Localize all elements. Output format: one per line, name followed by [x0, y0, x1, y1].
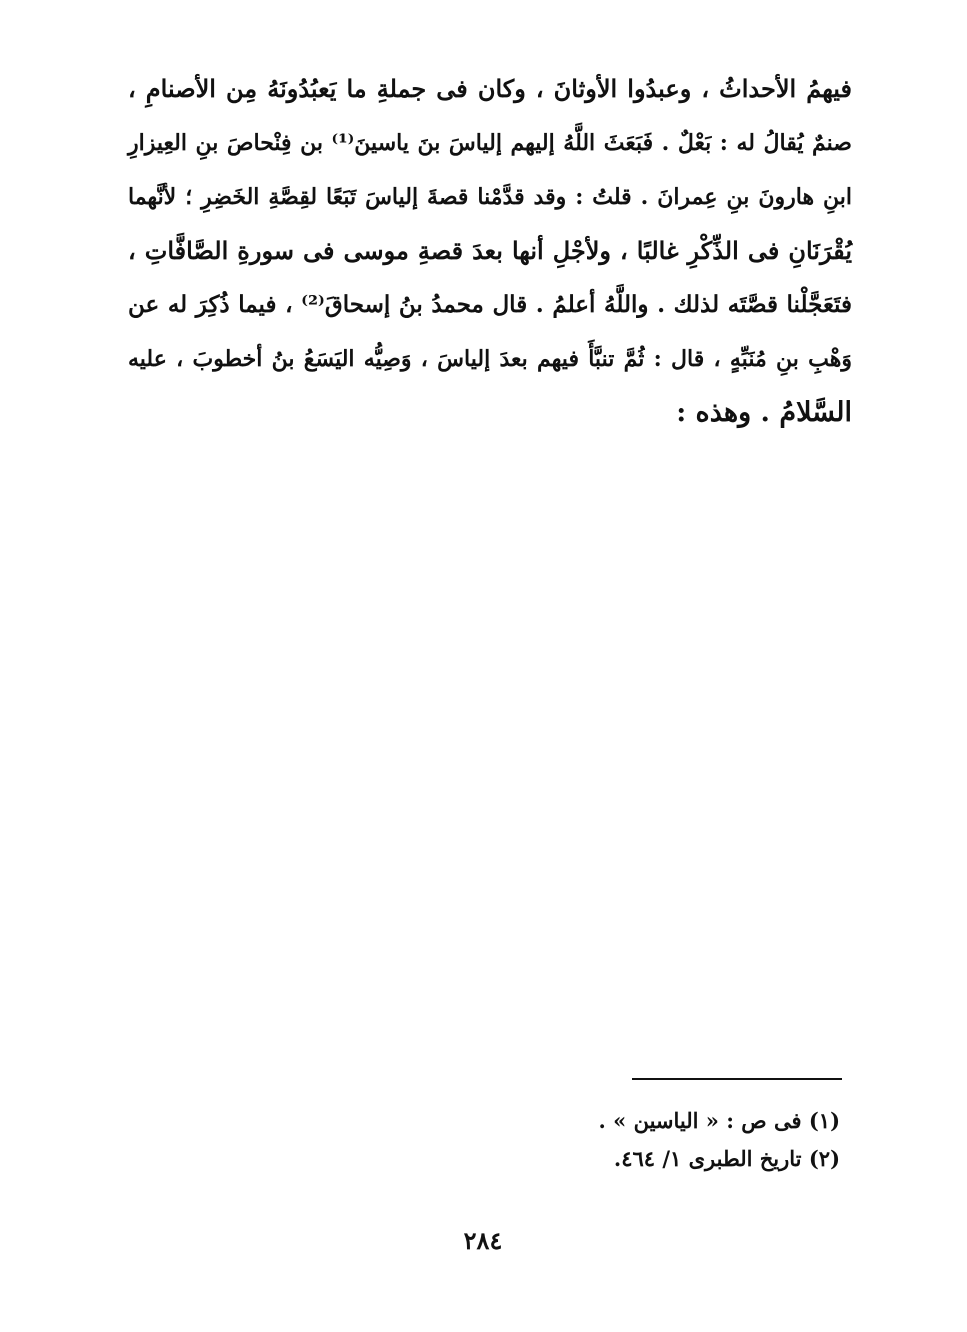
page-number: ٢٨٤: [463, 1226, 503, 1255]
text-line-5: فتَعَجَّلْنا قصَّتَه لذلك . واللَّهُ أعلمُ . قال محمدُ بنُ إسحاقَ⁽²⁾ ، فيما ذُكِرَ له عن: [128, 291, 852, 318]
footnote-2: (٢) تاريخ الطبرى ١/ ٤٦٤.: [613, 1146, 840, 1171]
text-line-7: السَّلامُ . وهذه :: [676, 397, 852, 428]
footnote-separator: [632, 1078, 842, 1080]
footnote-1: (١) فى ص : « الياسين » .: [598, 1108, 840, 1133]
text-line-6: وَهْبِ بنِ مُنَبِّهٍ ، قال : ثُمَّ تنبَّأَ فيهم بعدَ إلياسَ ، وَصِيُّه اليَسَعُ بنُ أخطوبَ ، عليه: [128, 346, 852, 372]
main-text-block: [128, 62, 852, 440]
text-line-3: ابنِ هارونَ بنِ عِمرانَ . قلتُ : وقد قدَّمْنا قصةَ إلياسَ تَبَعًا لقِصَّةِ الخَضِرِ ؛ لأنَّهما: [128, 184, 852, 210]
text-line-4: يُقْرَنَانِ فى الذِّكْرِ غالبًا ، ولأجْلِ أنها بعدَ قصةِ موسى فى سورةِ الصَّافَّاتِ ،: [128, 236, 852, 265]
text-line-2: صنمٌ يُقالُ له : بَعْلٌ . فَبَعَثَ اللَّهُ إليهم إلياسَ بنَ ياسينَ⁽¹⁾ بن فِنْحاصَ بنِ العِيزارِ: [128, 130, 852, 156]
text-line-1: فيهمُ الأحداثُ ، وعبدُوا الأوثانَ ، وكان فى جملةِ ما يَعبُدُونَهُ مِن الأصنامِ ،: [128, 74, 852, 103]
footnotes-block: [420, 1102, 840, 1178]
